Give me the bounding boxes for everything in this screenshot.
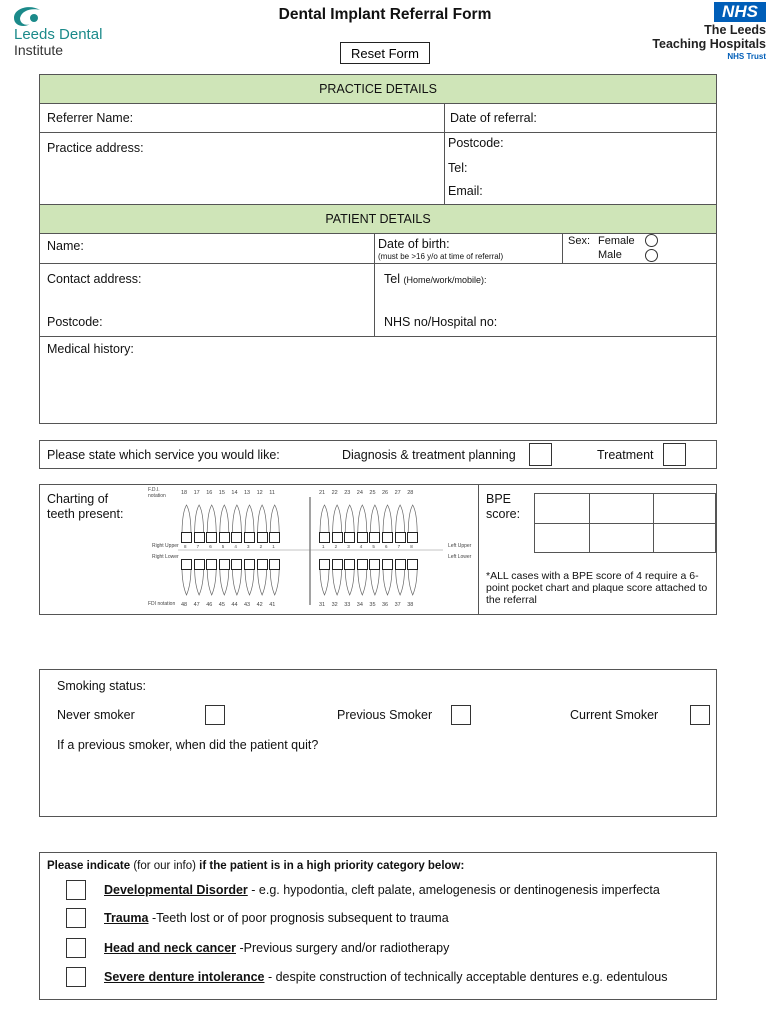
- patient-details-heading: PATIENT DETAILS: [39, 204, 717, 234]
- upper-tooth-outline: [270, 505, 279, 535]
- dob-note: (must be >16 y/o at time of referral): [378, 252, 504, 261]
- lower-tooth-checkbox[interactable]: [244, 559, 255, 570]
- lower-tooth-checkbox[interactable]: [357, 559, 368, 570]
- lower-tooth-checkbox[interactable]: [407, 559, 418, 570]
- lower-tooth-checkbox[interactable]: [344, 559, 355, 570]
- reset-form-button[interactable]: Reset Form: [340, 42, 430, 64]
- previous-smoker-checkbox[interactable]: [451, 705, 471, 725]
- treatment-label: Treatment: [597, 448, 654, 462]
- upper-tooth-number: 14: [231, 490, 238, 496]
- quadrant-tooth-number: 3: [347, 544, 350, 549]
- quadrant-tooth-number: 4: [234, 544, 237, 549]
- trust-line3: NHS Trust: [727, 52, 766, 61]
- lower-tooth-outline: [370, 567, 379, 595]
- upper-tooth-outline: [245, 505, 254, 535]
- lower-tooth-number: 42: [256, 602, 263, 608]
- medical-history-label: Medical history:: [47, 342, 134, 356]
- priority-item: [104, 941, 449, 955]
- lower-tooth-outline: [270, 567, 279, 595]
- male-radio[interactable]: [645, 249, 658, 262]
- upper-tooth-checkbox[interactable]: [244, 532, 255, 543]
- lower-tooth-number: 34: [356, 602, 363, 608]
- head-neck-cancer-checkbox[interactable]: [66, 938, 86, 958]
- quadrant-tooth-number: 1: [272, 544, 275, 549]
- smoking-heading: Smoking status:: [57, 679, 146, 693]
- upper-tooth-checkbox[interactable]: [269, 532, 280, 543]
- upper-tooth-checkbox[interactable]: [231, 532, 242, 543]
- upper-tooth-number: 16: [206, 490, 213, 496]
- lower-tooth-outline: [195, 567, 204, 595]
- developmental-disorder-checkbox[interactable]: [66, 880, 86, 900]
- ldi-logo-line2: Institute: [14, 42, 64, 58]
- current-smoker-label: Current Smoker: [570, 708, 659, 722]
- lower-tooth-checkbox[interactable]: [269, 559, 280, 570]
- quit-prompt: If a previous smoker, when did the patient quit?: [57, 738, 319, 752]
- trauma-checkbox[interactable]: [66, 908, 86, 928]
- practice-postcode-field[interactable]: [508, 134, 713, 152]
- upper-tooth-checkbox[interactable]: [181, 532, 192, 543]
- dob-label: Date of birth:: [378, 237, 450, 251]
- priority-item-title: Head and neck cancer: [104, 941, 237, 955]
- upper-tooth-outline: [370, 505, 379, 535]
- lower-tooth-number: 35: [369, 602, 376, 608]
- upper-tooth-outline: [358, 505, 367, 535]
- quadrant-tooth-number: 4: [359, 544, 363, 549]
- bpe-cell[interactable]: [654, 524, 715, 552]
- service-prompt: Please state which service you would like:: [47, 448, 280, 462]
- upper-tooth-number: 21: [319, 490, 326, 496]
- upper-tooth-checkbox[interactable]: [257, 532, 268, 543]
- priority-item: [104, 911, 449, 925]
- corner-upper-left: Left Upper: [448, 543, 472, 549]
- upper-tooth-number: 15: [218, 490, 225, 496]
- sex-label: Sex:: [568, 235, 591, 247]
- patient-tel-text: Tel: [384, 272, 400, 286]
- patient-postcode-field[interactable]: [108, 313, 370, 333]
- upper-tooth-checkbox[interactable]: [206, 532, 217, 543]
- practice-details-heading: PRACTICE DETAILS: [39, 74, 717, 104]
- upper-tooth-number: 23: [344, 490, 351, 496]
- lower-tooth-outline: [408, 567, 417, 595]
- lower-tooth-number: 37: [394, 602, 401, 608]
- patient-name-field[interactable]: [90, 235, 370, 261]
- upper-tooth-number: 13: [244, 490, 251, 496]
- medical-history-field[interactable]: [44, 358, 712, 420]
- lower-tooth-outline: [207, 567, 216, 595]
- upper-tooth-outline: [333, 505, 342, 535]
- patient-tel-note: (Home/work/mobile):: [403, 275, 487, 285]
- upper-tooth-checkbox[interactable]: [382, 532, 393, 543]
- priority-item-desc: - e.g. hypodontia, cleft palate, amelogenesis or dentinogenesis imperfecta: [247, 883, 660, 897]
- nhs-badge: NHS: [714, 2, 766, 22]
- quadrant-tooth-number: 8: [184, 544, 187, 549]
- trust-line1: The Leeds: [704, 23, 766, 37]
- priority-item-desc: - despite construction of technically acceptable dentures e.g. edentulous: [264, 970, 668, 984]
- quadrant-tooth-number: 7: [397, 544, 401, 549]
- lower-tooth-checkbox[interactable]: [194, 559, 205, 570]
- denture-intolerance-checkbox[interactable]: [66, 967, 86, 987]
- priority-item: [104, 883, 660, 897]
- lower-tooth-outline: [396, 567, 405, 595]
- current-smoker-checkbox[interactable]: [690, 705, 710, 725]
- upper-tooth-checkbox[interactable]: [219, 532, 230, 543]
- corner-lower-right: Right Lower: [152, 554, 179, 560]
- upper-tooth-number: 27: [394, 490, 401, 496]
- diagnosis-checkbox[interactable]: [529, 443, 552, 466]
- lower-tooth-number: 32: [331, 602, 338, 608]
- quadrant-tooth-number: 6: [385, 544, 388, 549]
- priority-intro-normal: (for our info): [133, 860, 196, 872]
- priority-item-title: Trauma: [104, 911, 149, 925]
- never-smoker-label: Never smoker: [57, 708, 135, 722]
- quadrant-tooth-number: 3: [247, 544, 250, 549]
- priority-item-title: Severe denture intolerance: [104, 970, 265, 984]
- dob-field[interactable]: [460, 235, 558, 251]
- upper-tooth-number: 11: [269, 490, 275, 496]
- upper-tooth-number: 17: [193, 490, 200, 496]
- female-label: Female: [598, 235, 635, 247]
- upper-tooth-outline: [258, 505, 267, 535]
- lower-tooth-number: 38: [407, 602, 414, 608]
- never-smoker-checkbox[interactable]: [205, 705, 225, 725]
- bpe-label: BPE score:: [486, 492, 521, 521]
- treatment-checkbox[interactable]: [663, 443, 686, 466]
- page-title: Dental Implant Referral Form: [278, 6, 492, 23]
- fdi-top-label: F.D.I. notation: [148, 487, 166, 499]
- lower-tooth-number: 47: [193, 602, 200, 608]
- bpe-cell[interactable]: [590, 494, 654, 524]
- lower-tooth-checkbox[interactable]: [231, 559, 242, 570]
- male-label: Male: [598, 249, 622, 261]
- patient-tel-label: [384, 272, 487, 286]
- previous-smoker-label: Previous Smoker: [337, 708, 433, 722]
- nhs-number-field[interactable]: [505, 313, 713, 333]
- corner-upper-right: Right Upper: [152, 543, 179, 549]
- lower-tooth-checkbox[interactable]: [181, 559, 192, 570]
- nhs-trust-logo: [630, 0, 768, 64]
- upper-tooth-checkbox[interactable]: [319, 532, 330, 543]
- diagnosis-label: Diagnosis & treatment planning: [342, 448, 516, 462]
- upper-tooth-outline: [396, 505, 405, 535]
- corner-lower-left: Left Lower: [448, 554, 472, 560]
- date-of-referral-label: Date of referral:: [450, 111, 537, 125]
- lower-tooth-checkbox[interactable]: [332, 559, 343, 570]
- priority-item-title: Developmental Disorder: [104, 883, 248, 897]
- contact-address-field[interactable]: [44, 288, 370, 312]
- priority-intro: [47, 860, 464, 872]
- upper-tooth-number: 18: [181, 490, 188, 496]
- lower-tooth-number: 43: [244, 602, 251, 608]
- quit-date-field[interactable]: [55, 756, 710, 812]
- bpe-note: *ALL cases with a BPE score of 4 require a 6-point pocket chart and plaque score attached to the referral: [486, 570, 708, 606]
- lower-tooth-number: 33: [344, 602, 351, 608]
- quadrant-tooth-number: 1: [322, 544, 325, 549]
- practice-tel-label: Tel:: [448, 161, 468, 175]
- lower-tooth-outline: [232, 567, 241, 595]
- quadrant-tooth-number: 2: [334, 544, 338, 549]
- upper-tooth-checkbox[interactable]: [395, 532, 406, 543]
- lower-tooth-outline: [320, 567, 329, 595]
- upper-tooth-checkbox[interactable]: [369, 532, 380, 543]
- upper-tooth-number: 28: [407, 490, 414, 496]
- lower-tooth-outline: [245, 567, 254, 595]
- lower-tooth-outline: [258, 567, 267, 595]
- upper-tooth-checkbox[interactable]: [332, 532, 343, 543]
- upper-tooth-outline: [232, 505, 241, 535]
- lower-tooth-number: 48: [181, 602, 188, 608]
- lower-tooth-checkbox[interactable]: [319, 559, 330, 570]
- fdi-bottom-label: FDI notation: [148, 601, 176, 607]
- contact-address-label: Contact address:: [47, 272, 142, 286]
- quadrant-tooth-number: 5: [372, 544, 375, 549]
- upper-tooth-outline: [195, 505, 204, 535]
- upper-tooth-outline: [383, 505, 392, 535]
- patient-name-label: Name:: [47, 239, 84, 253]
- upper-tooth-outline: [408, 505, 417, 535]
- upper-tooth-outline: [345, 505, 354, 535]
- upper-tooth-outline: [182, 505, 191, 535]
- lower-tooth-outline: [345, 567, 354, 595]
- teeth-outline-drawing: [148, 487, 478, 613]
- priority-intro-bold1: Please indicate: [47, 860, 131, 872]
- bpe-cell[interactable]: [590, 524, 654, 552]
- practice-tel-field[interactable]: [474, 158, 713, 176]
- upper-tooth-outline: [320, 505, 329, 535]
- priority-item-desc: -Previous surgery and/or radiotherapy: [236, 941, 450, 955]
- upper-tooth-number: 12: [256, 490, 263, 496]
- date-of-referral-field[interactable]: [545, 106, 713, 130]
- priority-item-desc: -Teeth lost or of poor prognosis subsequent to trauma: [148, 911, 449, 925]
- lower-tooth-number: 44: [231, 602, 238, 608]
- practice-postcode-label: Postcode:: [448, 136, 504, 150]
- lower-tooth-number: 45: [218, 602, 225, 608]
- upper-tooth-number: 25: [369, 490, 376, 496]
- practice-email-label: Email:: [448, 184, 483, 198]
- upper-tooth-checkbox[interactable]: [357, 532, 368, 543]
- lower-tooth-outline: [182, 567, 191, 595]
- bpe-cell[interactable]: [535, 494, 590, 524]
- lower-tooth-number: 36: [382, 602, 389, 608]
- quadrant-tooth-number: 6: [209, 544, 212, 549]
- quadrant-tooth-number: 8: [410, 544, 413, 549]
- referrer-name-label: Referrer Name:: [47, 111, 134, 125]
- upper-tooth-number: 24: [356, 490, 363, 496]
- practice-email-field[interactable]: [490, 181, 713, 201]
- lower-tooth-checkbox[interactable]: [257, 559, 268, 570]
- upper-tooth-outline: [220, 505, 229, 535]
- lower-tooth-checkbox[interactable]: [382, 559, 393, 570]
- quadrant-tooth-number: 5: [221, 544, 225, 549]
- lower-tooth-checkbox[interactable]: [395, 559, 406, 570]
- upper-tooth-checkbox[interactable]: [194, 532, 205, 543]
- upper-tooth-number: 26: [382, 490, 389, 496]
- upper-tooth-checkbox[interactable]: [407, 532, 418, 543]
- lower-tooth-outline: [358, 567, 367, 595]
- practice-address-field[interactable]: [44, 156, 440, 202]
- lower-tooth-number: 41: [269, 602, 276, 608]
- upper-tooth-number: 22: [331, 490, 338, 496]
- trust-line2: Teaching Hospitals: [652, 37, 766, 51]
- female-radio[interactable]: [645, 234, 658, 247]
- nhs-number-label: NHS no/Hospital no:: [384, 315, 498, 329]
- lower-tooth-number: 46: [206, 602, 213, 608]
- lower-tooth-outline: [383, 567, 392, 595]
- bpe-cell[interactable]: [535, 524, 590, 552]
- quadrant-tooth-number: 2: [259, 544, 263, 549]
- bpe-grid: [534, 493, 716, 553]
- patient-tel-field[interactable]: [384, 288, 713, 310]
- lower-tooth-checkbox[interactable]: [219, 559, 230, 570]
- priority-item: [104, 970, 668, 984]
- lower-tooth-outline: [333, 567, 342, 595]
- lower-tooth-outline: [220, 567, 229, 595]
- lower-tooth-checkbox[interactable]: [206, 559, 217, 570]
- upper-tooth-checkbox[interactable]: [344, 532, 355, 543]
- priority-intro-bold2: if the patient is in a high priority category below:: [199, 860, 465, 872]
- ldi-logo-line1: Leeds Dental: [14, 26, 103, 43]
- bpe-cell[interactable]: [654, 494, 715, 524]
- charting-label: Charting of teeth present:: [47, 492, 124, 521]
- upper-tooth-outline: [207, 505, 216, 535]
- dental-chart: [148, 487, 478, 613]
- lower-tooth-number: 31: [319, 602, 326, 608]
- referrer-name-field[interactable]: [140, 106, 440, 130]
- patient-postcode-label: Postcode:: [47, 315, 103, 329]
- practice-address-label: Practice address:: [47, 141, 144, 155]
- lower-tooth-checkbox[interactable]: [369, 559, 380, 570]
- quadrant-tooth-number: 7: [196, 544, 200, 549]
